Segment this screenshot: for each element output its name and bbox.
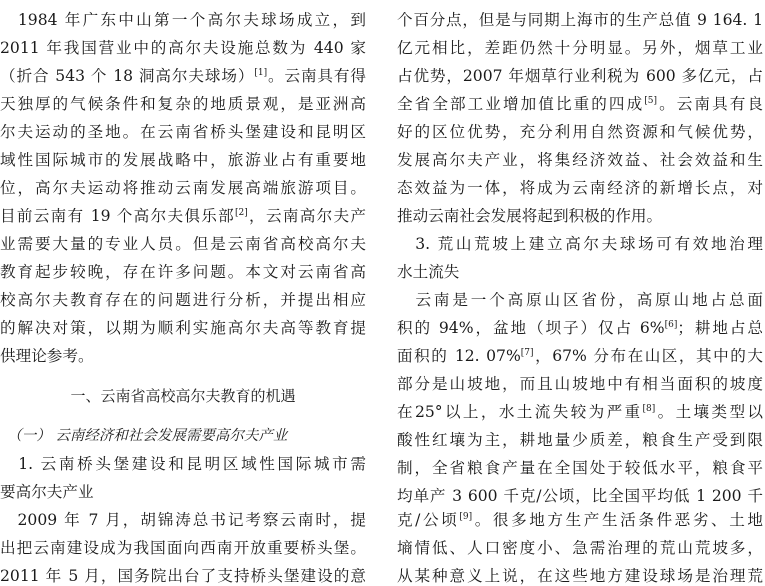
citation-ref: [8] <box>642 404 656 414</box>
text-line: 2009 年 7 月，胡锦涛总书记考察云南时，提 <box>0 511 366 529</box>
text-line: 供理论参考。 <box>0 347 94 365</box>
text-line: 酸性红壤为主，耕地量少质差，粮食生产受到限 <box>397 431 763 449</box>
text-line: 水土流失 <box>397 263 460 281</box>
text-line: 域性国际城市的发展战略中，旅游业占有重要地 <box>0 151 366 169</box>
text-line: 校高尔夫教育存在的问题进行分析，并提出相应 <box>0 291 366 309</box>
text-line: 克/公顷[9]。很多地方生产生活条件恶劣、土地 <box>397 511 763 529</box>
citation-ref: [9] <box>459 512 473 522</box>
text-line: 部分是山坡地，而且山坡地中有相当面积的坡度 <box>397 375 763 393</box>
text-line: 1. 云南桥头堡建设和昆明区域性国际城市需 <box>0 455 366 473</box>
text-line: 3. 荒山荒坡上建立高尔夫球场可有效地治理 <box>397 235 763 253</box>
citation-ref: [1] <box>254 68 268 78</box>
text-line: 制，全省粮食产量在全国处于较低水平，粮食平 <box>397 459 763 477</box>
citation-ref: [7] <box>520 348 534 358</box>
text-line: 天独厚的气候条件和复杂的地质景观，是亚洲高 <box>0 95 366 113</box>
text-line: 出把云南建设成为我国面向西南开放重要桥头堡。 <box>0 539 366 557</box>
text-line: 占优势，2007 年烟草行业利税为 600 多亿元，占 <box>397 67 763 85</box>
text-line: 目前云南有 19 个高尔夫俱乐部[2]，云南高尔夫产 <box>0 207 366 225</box>
text-line: 推动云南社会发展将起到积极的作用。 <box>397 207 663 225</box>
text-line: 1984 年广东中山第一个高尔夫球场成立，到 <box>0 11 366 29</box>
text-line: 好的区位优势，充分利用自然资源和气候优势， <box>397 123 763 141</box>
text-line: 发展高尔夫产业，将集经济效益、社会效益和生 <box>397 151 763 169</box>
text-line: 全省全部工业增加值比重的四成[5]。云南具有良 <box>397 95 763 113</box>
text-line: 2011 年 5 月，国务院出台了支持桥头堡建设的意 <box>0 567 366 585</box>
text-line: 亿元相比，差距仍然十分明显。另外，烟草工业 <box>397 39 763 57</box>
text-line: 从某种意义上说，在这些地方建设球场是治理荒 <box>397 567 763 585</box>
text-line: 一、云南省高校高尔夫教育的机遇 <box>70 387 296 405</box>
text-line: 要高尔夫产业 <box>0 483 94 501</box>
text-line: （折合 543 个 18 洞高尔夫球场）[1]。云南具有得 <box>0 67 366 85</box>
text-line: 教育起步较晚，存在许多问题。本文对云南省高 <box>0 263 366 281</box>
text-line: 尔夫运动的圣地。在云南省桥头堡建设和昆明区 <box>0 123 366 141</box>
citation-ref: [5] <box>644 96 658 106</box>
text-line: 云南是一个高原山区省份，高原山地占总面 <box>397 291 763 309</box>
text-line: 位，高尔夫运动将推动云南发展高端旅游项目。 <box>0 179 366 197</box>
text-line: 面积的 12. 07%[7]，67% 分布在山区，其中的大 <box>397 347 764 365</box>
text-line: 在25°以上，水土流失较为严重[8]。土壤类型以 <box>397 403 763 421</box>
text-line: 积的 94%，盆地（坝子）仅占 6%[6]；耕地占总 <box>397 319 763 337</box>
text-line: 墒情低、人口密度小、急需治理的荒山荒坡多， <box>397 539 763 557</box>
text-line: 2011 年我国营业中的高尔夫设施总数为 440 家 <box>0 39 366 57</box>
citation-ref: [6] <box>664 320 678 330</box>
text-line: 的解决对策，以期为顺利实施高尔夫高等教育提 <box>0 319 366 337</box>
text-line: 均单产 3 600 千克/公顷，比全国平均低 1 200 千 <box>397 487 763 505</box>
citation-ref: [2] <box>235 208 248 218</box>
text-line: 业需要大量的专业人员。但是云南省高校高尔夫 <box>0 235 366 253</box>
text-line: 个百分点，但是与同期上海市的生产总值 9 164. 1 <box>397 11 763 29</box>
text-line: 态效益为一体，将成为云南经济的新增长点，对 <box>397 179 763 197</box>
text-line: （一） 云南经济和社会发展需要高尔夫产业 <box>0 428 288 444</box>
